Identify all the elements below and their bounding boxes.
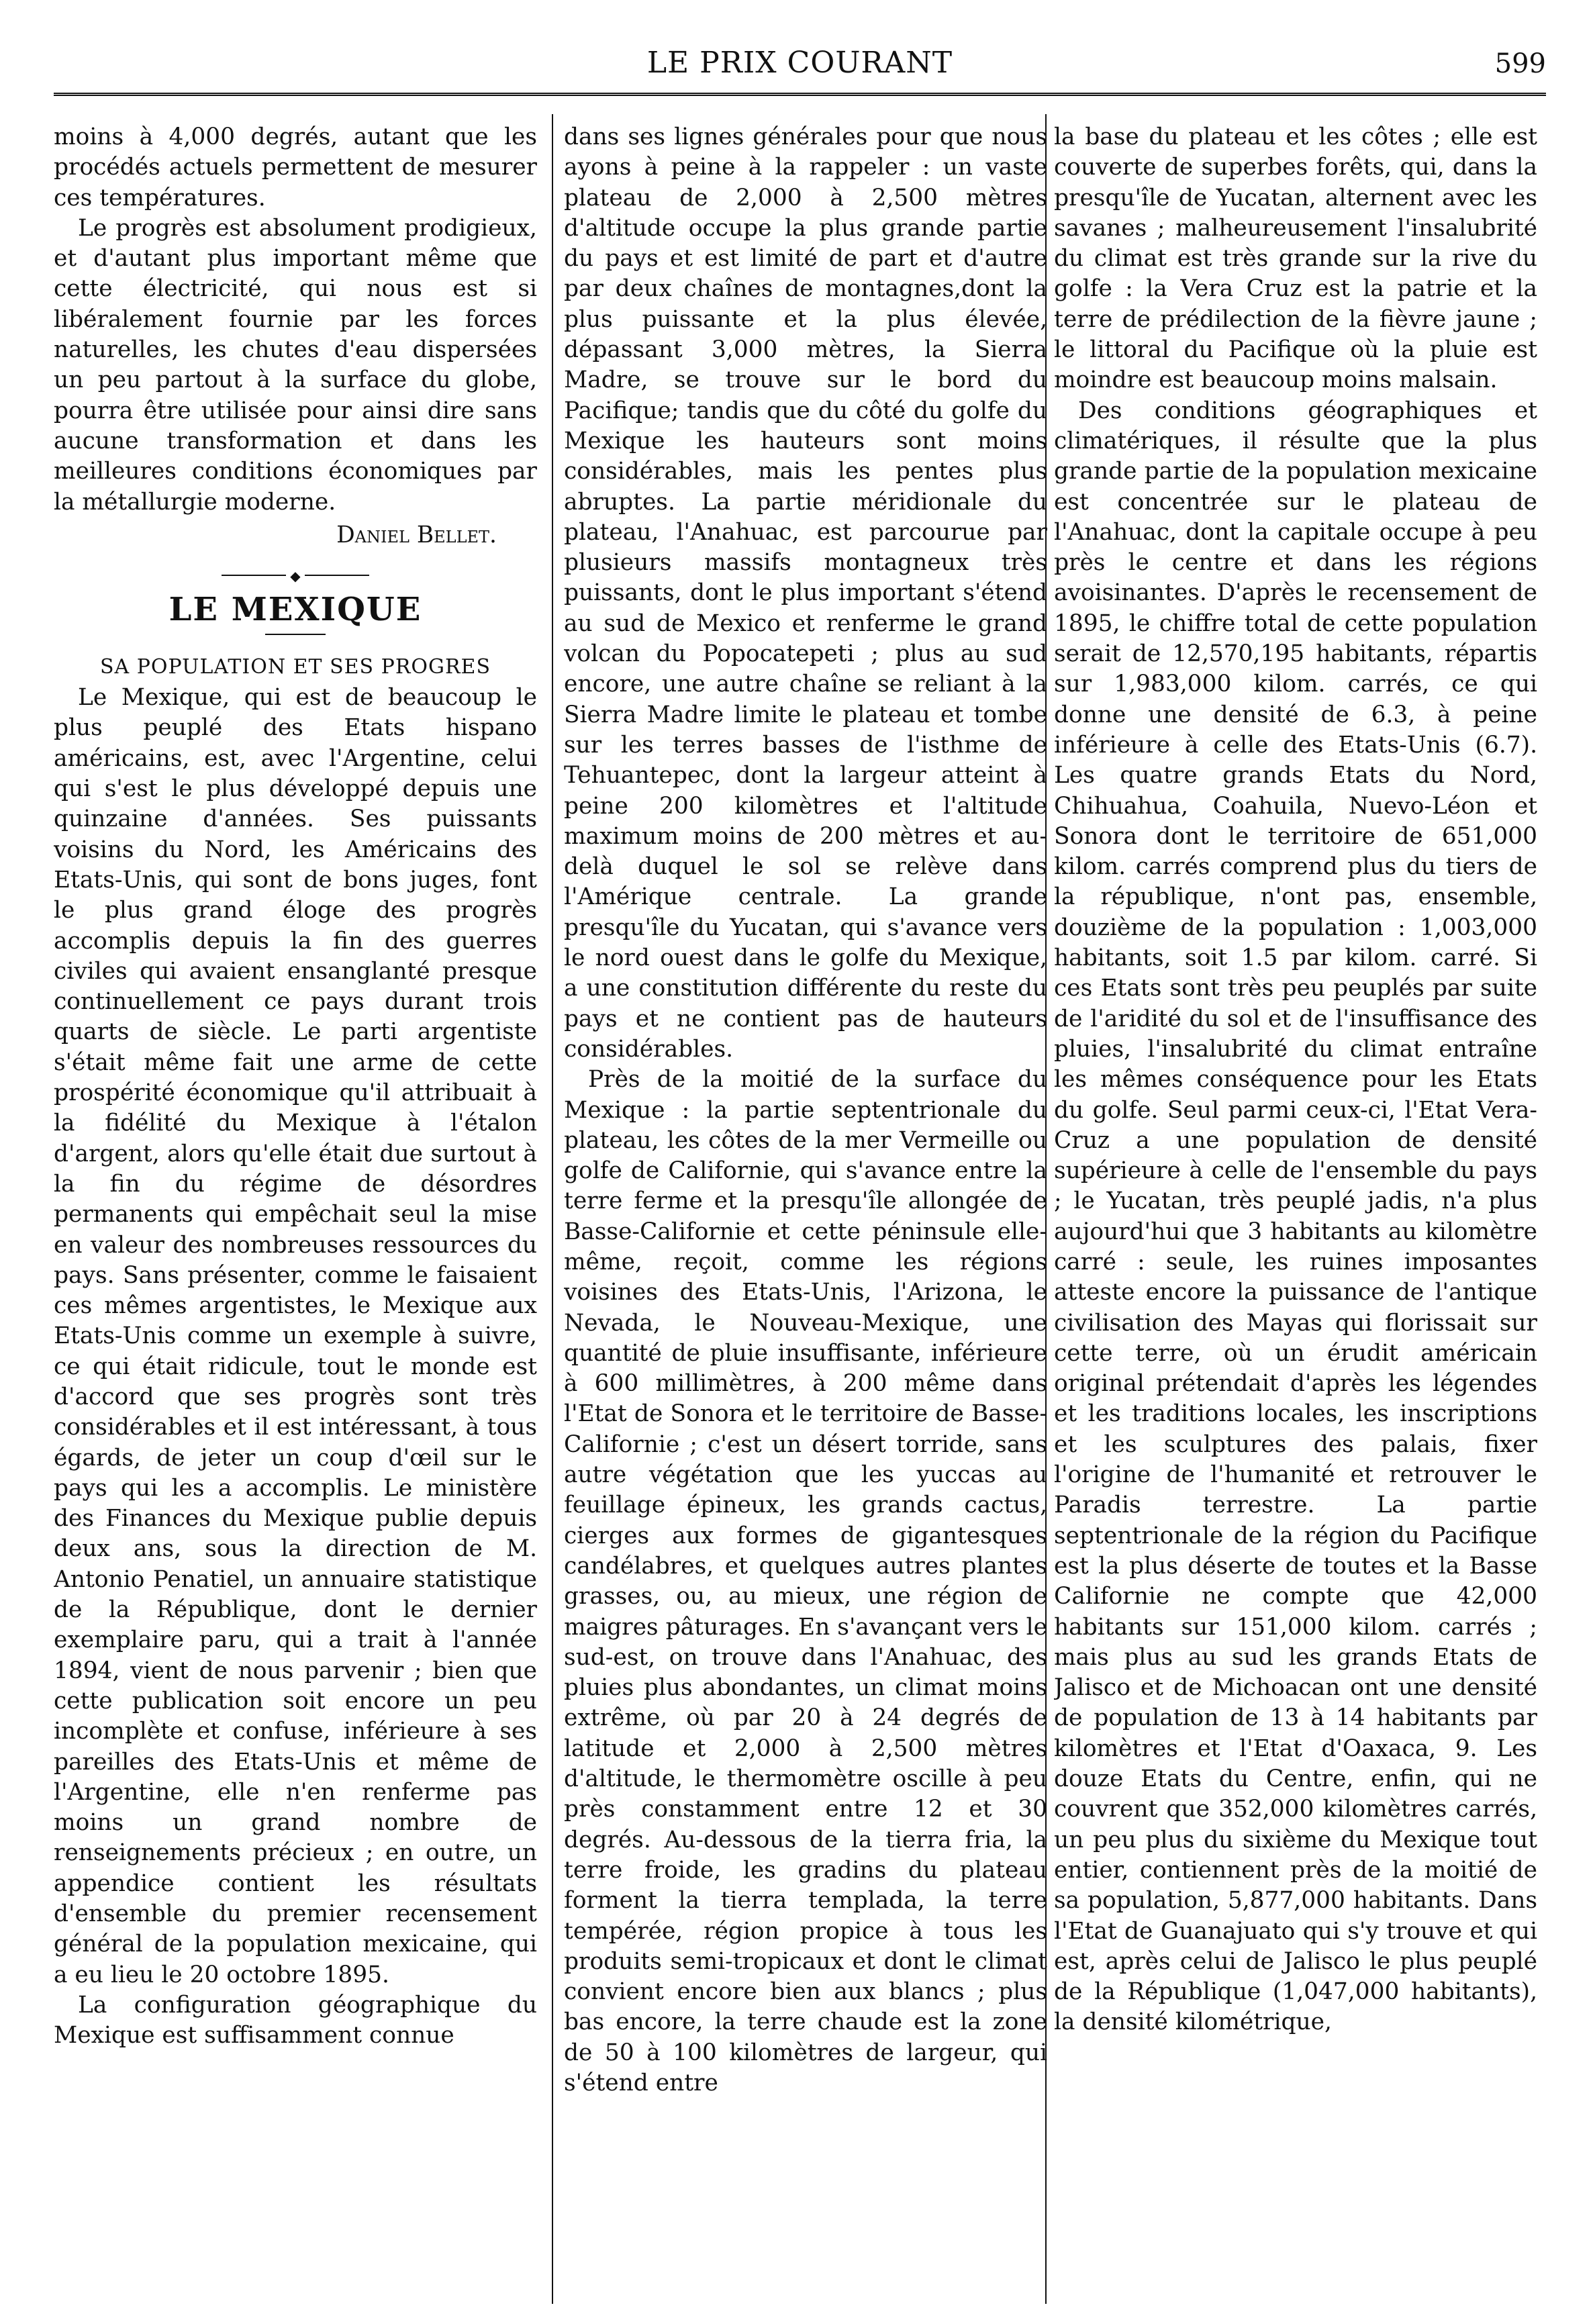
paragraph: Le progrès est absolument prodigieux, et d'autant plus important même que cette électricité, qui nous est si libéralement fournie par les forces naturelles, les chutes d'eau dispersées un peu partout à la surface du globe, pourra être utilisée pour ainsi dire sans aucune transformation et dans les meilleures conditions économiques par la métallurgie moderne. <box>54 214 537 516</box>
article-title: LE MEXIQUE <box>168 591 422 629</box>
paragraph: Des conditions géographiques et climatériques, il résulte que la plus grande partie de la population mexicaine est concentrée sur le plateau de l'Anahuac, dont la capitale occupe à peu près le centre et dans les régions avoisinantes. D'après le recensement de 1895, le chiffre total de cette population serait de 12,570,195 habitants, répartis sur 1,983,000 kilom. carrés, ce qui donne une densité de 6.3, à peine inférieure à celle des Etats-Unis (6.7). Les quatre grands Etats du Nord, Chihuahua, Coahuila, Nuevo-Léon et Sonora dont le territoire de 651,000 kilom. carrés comprend plus du tiers de la république, n'ont pas, ensemble, douzième de la population : 1,003,000 habitants, soit 1.5 par kilom. carré. Si ces Etats sont très peu peuplés par suite de l'aridité du sol et de l'insuffisance des pluies, l'insalubrité du climat entraîne les mêmes conséquence pour les Etats du golfe. Seul parmi ceux-ci, l'Etat Vera-Cruz a une population de densité supérieure à celle de l'ensemble du pays ; le Yucatan, très peuplé jadis, n'a plus aujourd'hui que 3 habitants au kilomètre carré : seule, les ruines imposantes atteste encore la puissance de l'antique civilisation des Mayas qui florissait sur cette terre, où un érudit américain original prétendait d'après les légendes et les traditions locales, les inscriptions et les sculptures des palais, fixer l'origine de l'humanité et retrouver le Paradis terrestre. La partie septentrionale de la région du Pacifique est la plus déserte de toutes et la Basse Californie ne compte que 42,000 habitants sur 151,000 kilom. carrés ; mais plus au sud les grands Etats de Jalisco et de Michoacan ont une densité de population de 13 à 14 habitants par kilomètres et l'Etat d'Oaxaca, 9. Les douze Etats du Centre, enfin, qui ne couvrent que 352,000 kilomètres carrés, un peu plus du sixième du Mexique tout entier, contiennent près de la moitié de sa population, 5,877,000 habitants. Dans l'Etat de Guanajuato qui s'y trouve et qui est, après celui de Jalisco le plus peuplé de la République (1,047,000 habitants), la densité kilométrique, <box>1054 397 1537 2036</box>
journal-title: LE PRIX COURANT <box>646 46 953 80</box>
paragraph: la base du plateau et les côtes ; elle est couverte de superbes forêts, qui, dans la presqu'île de Yucatan, alternent avec les savanes ; malheureusement l'insalubrité du climat est très grande sur la rive du golfe : la Vera Cruz est la patrie et la terre de prédilection de la fièvre jaune ; le littoral du Pacifique où la pluie est moindre est beaucoup moins malsain. <box>1054 124 1537 394</box>
page-number: 599 <box>1494 48 1546 79</box>
header-rule <box>54 93 1546 96</box>
page-header <box>54 46 1546 99</box>
column-separator <box>552 114 553 2304</box>
column-3 <box>1054 122 1537 2297</box>
paragraph: Près de la moitié de la surface du Mexique : la partie septentrionale du plateau, les côtes de la mer Vermeille ou golfe de Californie, qui s'avance entre la terre ferme et la presqu'île allongée de Basse-Californie et cette péninsule elle-même, reçoit, comme les régions voisines des Etats-Unis, l'Arizona, le Nevada, le Nouveau-Mexique, une quantité de pluie insuffisante, inférieure à 600 millimètres, à 200 même dans l'Etat de Sonora et le territoire de Basse-Californie ; c'est un désert torride, sans autre végétation que les yuccas au feuillage épineux, les grands cactus, cierges aux formes de gigantesques candélabres, et quelques autres plantes grasses, ou, au mieux, une région de maigres pâturages. En s'avançant vers le sud-est, on trouve dans l'Anahuac, des pluies plus abondantes, un climat moins extrême, où par 20 à 24 degrés de latitude et 2,000 à 2,500 mètres d'altitude, le thermomètre oscille à peu près constamment entre 12 et 30 degrés. Au-dessous de la tierra fria, la terre froide, les gradins du plateau forment la tierra templada, la terre tempérée, région propice à tous les produits semi-tropicaux et dont le climat convient encore bien aux blancs ; plus bas encore, la terre chaude est la zone de 50 à 100 kilomètres de largeur, qui s'étend entre <box>564 1066 1047 2096</box>
article-subtitle: SA POPULATION ET SES PROGRES <box>99 655 491 679</box>
paragraph: La configuration géographique du Mexique est suffisamment connue <box>54 1991 537 2049</box>
title-underline <box>265 634 326 635</box>
column-1 <box>54 122 537 2297</box>
column-2 <box>564 122 1047 2297</box>
paragraph: moins à 4,000 degrés, autant que les procédés actuels permettent de mesurer ces températures. <box>54 124 537 211</box>
section-divider: ◆ <box>54 568 537 581</box>
paragraph: dans ses lignes générales pour que nous ayons à peine à la rappeler : un vaste plateau de 2,000 à 2,500 mètres d'altitude occupe la plus grande partie du pays et est limité de part et d'autre par deux chaînes de montagnes,dont la plus puissante et la plus élevée, dépassant 3,000 mètres, la Sierra Madre, se trouve sur le bord du Pacifique; tandis que du côté du golfe du Mexique les hauteurs sont moins considérables, mais les pentes plus abruptes. La partie méridionale du plateau, l'Anahuac, est parcourue par plusieurs massifs montagneux très puissants, dont le plus important s'étend au sud de Mexico et renferme le grand volcan du Popocatepeti ; plus au sud encore, une autre chaîne se reliant à la Sierra Madre limite le plateau et tombe sur les terres basses de l'isthme de Tehuantepec, dont la largeur atteint à peine 200 kilomètres et l'altitude maximum moins de 200 mètres et au-delà duquel le sol se relève dans l'Amérique centrale. La grande presqu'île du Yucatan, qui s'avance vers le nord ouest dans le golfe du Mexique, a une constitution différente du reste du pays et ne contient pas de hauteurs considérables. <box>564 124 1047 1063</box>
author-signature: Daniel Bellet. <box>336 521 497 548</box>
paragraph: Le Mexique, qui est de beaucoup le plus peuplé des Etats hispano américains, est, avec l'Argentine, celui qui s'est le plus développé depuis une quinzaine d'années. Ses puissants voisins du Nord, les Américains des Etats-Unis, qui sont de bons juges, font le plus grand éloge des progrès accomplis depuis la fin des guerres civiles qui avaient ensanglanté presque continuellement ce pays durant trois quarts de siècle. Le parti argentiste s'était même fait une arme de cette prospérité économique qu'il attribuait à la fidélité du Mexique à l'étalon d'argent, alors qu'elle était due surtout à la fin du régime de désordres permanents qui empêchait seul la mise en valeur des nombreuses ressources du pays. Sans présenter, comme le faisaient ces mêmes argentistes, le Mexique aux Etats-Unis comme un exemple à suivre, ce qui était ridicule, tout le monde est d'accord que ses progrès sont très considérables et il est intéressant, à tous égards, de jeter un coup d'œil sur le pays qui les a accomplis. Le ministère des Finances du Mexique publie depuis deux ans, sous la direction de M. Antonio Penatiel, un annuaire statistique de la République, dont le dernier exemplaire paru, qui a trait à l'année 1894, vient de nous parvenir ; bien que cette publication soit encore un peu incomplète et confuse, inférieure à ses pareilles des Etats-Unis et même de l'Argentine, elle n'en renferme pas moins un grand nombre de renseignements précieux ; en outre, un appendice contient les résultats d'ensemble du premier recensement général de la population mexicaine, qui a eu lieu le 20 octobre 1895. <box>54 684 537 1988</box>
